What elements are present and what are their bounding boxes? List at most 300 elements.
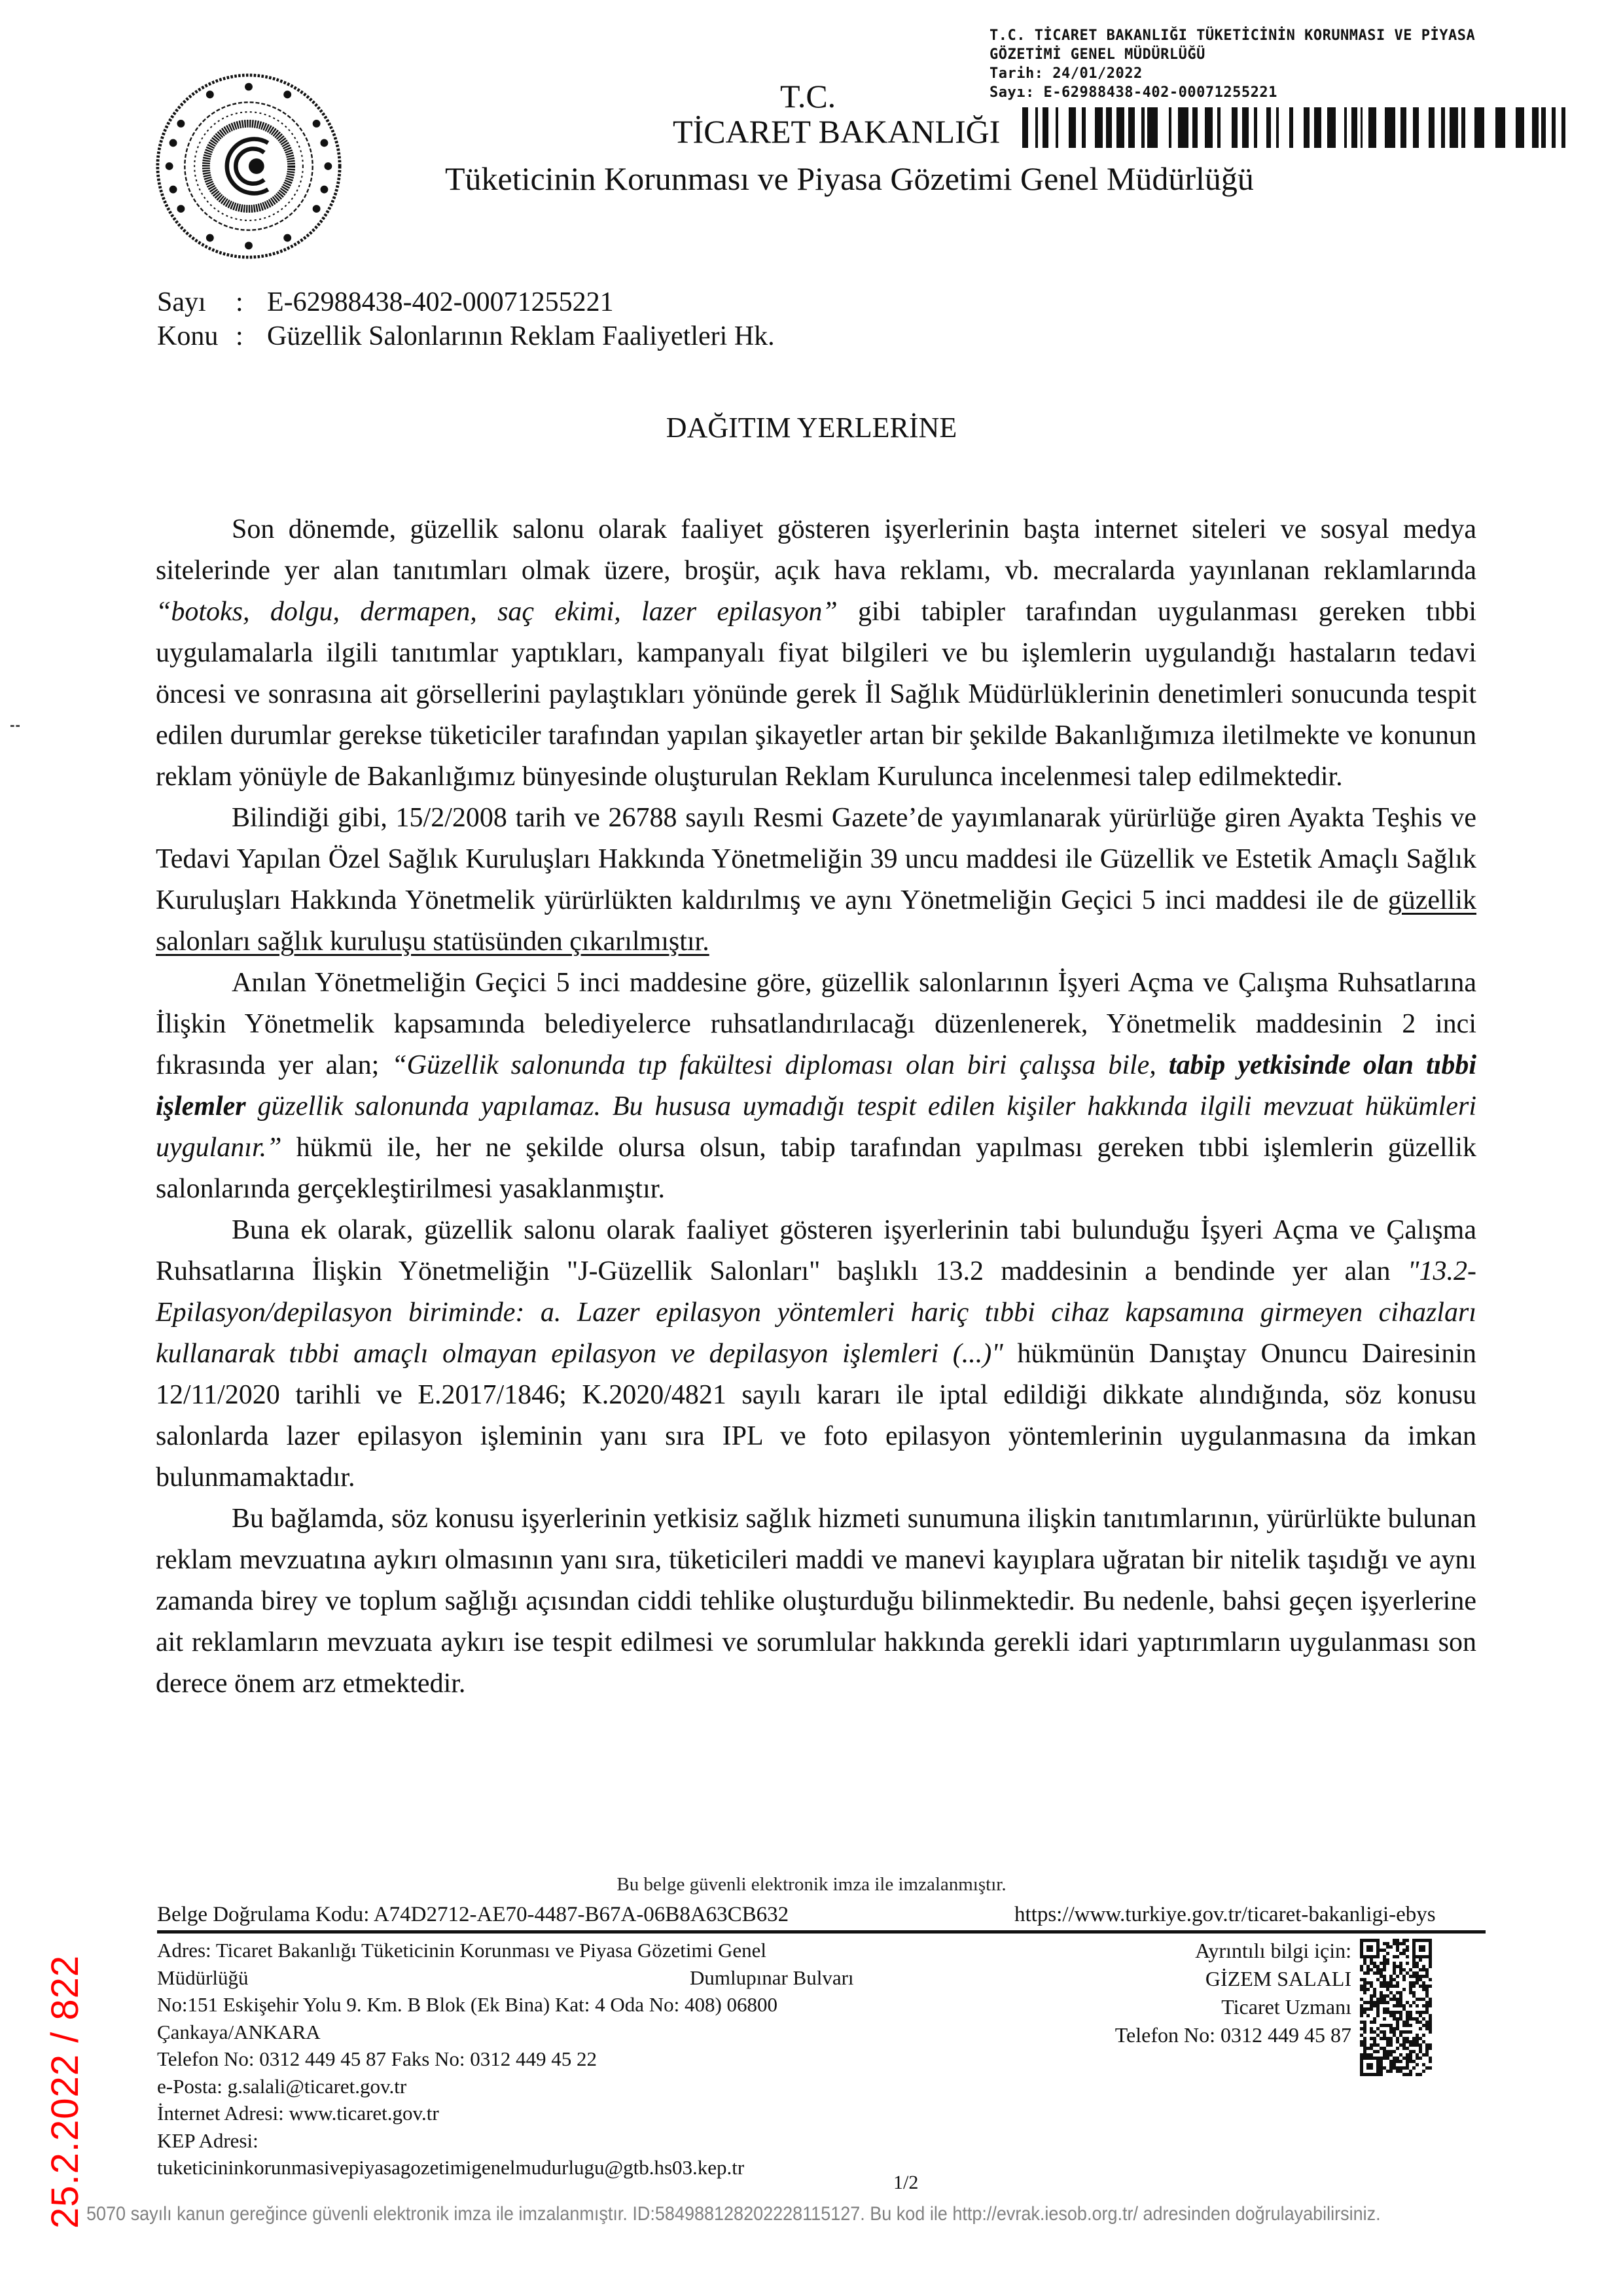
qr-module xyxy=(1383,1968,1386,1971)
qr-module xyxy=(1383,1978,1386,1981)
contact-block xyxy=(1021,1937,1351,2049)
qr-module xyxy=(1399,2060,1402,2063)
website-line[interactable]: İnternet Adresi: www.ticaret.gov.tr xyxy=(157,2102,439,2125)
qr-module xyxy=(1406,2021,1409,2024)
qr-module xyxy=(1383,2017,1386,2021)
qr-module xyxy=(1396,1949,1399,1952)
qr-module xyxy=(1363,1985,1366,1988)
qr-module xyxy=(1389,2066,1393,2070)
qr-module xyxy=(1429,1985,1432,1988)
qr-module xyxy=(1429,2057,1432,2060)
qr-module xyxy=(1425,2053,1429,2057)
qr-module xyxy=(1419,2037,1422,2040)
qr-module xyxy=(1396,1998,1399,2001)
qr-module xyxy=(1402,2073,1406,2076)
qr-module xyxy=(1389,1998,1393,2001)
qr-module xyxy=(1419,2073,1422,2076)
qr-module xyxy=(1393,1965,1396,1968)
qr-module xyxy=(1389,2053,1393,2057)
qr-module xyxy=(1370,1998,1373,2001)
qr-module xyxy=(1380,2024,1383,2027)
paragraph-1: Son dönemde, güzellik salonu olarak faaliyet gösteren işyerlerinin başta internet siteleri ve sosyal medya sitelerinde yer alan tanıtımları olmak üzere, broşür, açık hava reklamı, vb. mecralarda yayınlanan reklamlarında “botoks, dolgu, dermapen, saç ekimi, lazer epilasyon” gibi tabipler tarafından uygulanması gereken tıbbi uygulamalarla ilgili tanıtımlar yaptıkları, kampanyalı fiyat bilgileri ve bu işlemlerin uygulandığı hastaların tedavi öncesi ve sonrasına ait görsellerini paylaştıkları yönünde gerek İl Sağlık Müdürlüklerinin denetimleri sonucunda tespit edilen durumlar gerekse tüketiciler tarafından yapılan şikayetler artan bir şekilde Bakanlığımıza iletilmekte ve konunun reklam yönüyle de Bakanlığımız bünyesinde oluşturulan Reklam Kurulunca incelenmesi talep edilmektedir. xyxy=(156,514,1476,792)
qr-module xyxy=(1396,2021,1399,2024)
qr-module xyxy=(1409,1968,1412,1971)
qr-module xyxy=(1376,1998,1380,2001)
verification-code: Belge Doğrulama Kodu: A74D2712-AE70-4487-B67A-06B8A63CB632 xyxy=(157,1903,789,1926)
qr-module xyxy=(1422,1965,1425,1968)
barcode-bar xyxy=(1141,107,1145,148)
qr-module xyxy=(1396,1939,1399,1942)
qr-module xyxy=(1416,2073,1419,2076)
qr-module xyxy=(1380,1962,1383,1965)
qr-module xyxy=(1393,2027,1396,2030)
e-signature-note: Bu belge güvenli elektronik imza ile imzalanmıştır. xyxy=(616,1874,1007,1895)
qr-module xyxy=(1416,2053,1419,2057)
qr-module xyxy=(1386,1958,1389,1962)
qr-module xyxy=(1422,1981,1425,1985)
qr-module xyxy=(1370,1994,1373,1998)
qr-module xyxy=(1393,2057,1396,2060)
qr-module xyxy=(1363,2021,1366,2024)
qr-module xyxy=(1416,1965,1419,1968)
qr-module xyxy=(1406,1962,1409,1965)
qr-module xyxy=(1386,2011,1389,2014)
qr-module xyxy=(1419,1975,1422,1978)
qr-module xyxy=(1406,2017,1409,2021)
barcode-bar xyxy=(1035,107,1038,148)
paragraph-2: Bilindiği gibi, 15/2/2008 tarih ve 26788 sayılı Resmi Gazete’de yayımlanarak yürürlüğe giren Ayakta Teşhis ve Tedavi Yapılan Özel Sağlık Kuruluşları Hakkında Yönetmeliğin 39 uncu maddesi ile Güzellik ve Estetik Amaçlı Sağlık Kuruluşları Hakkında Yönetmelik yürürlükten kaldırılmış ve aynı Yönetmeliğin Geçici 5 inci maddesi ile de güzellik salonları sağlık kuruluşu statüsünden çıkarılmıştır. xyxy=(156,803,1476,957)
qr-module xyxy=(1383,2030,1386,2034)
qr-module xyxy=(1416,2011,1419,2014)
barcode-bar xyxy=(1289,107,1293,148)
qr-module xyxy=(1363,2040,1366,2043)
qr-module xyxy=(1425,2004,1429,2007)
qr-module xyxy=(1402,1949,1406,1952)
qr-module xyxy=(1412,2001,1416,2004)
qr-module xyxy=(1360,2004,1363,2007)
barcode-bar xyxy=(1116,107,1124,148)
qr-module xyxy=(1399,1971,1402,1975)
subject-label: Konu xyxy=(157,321,219,351)
quoted-procedures: “botoks, dolgu, dermapen, saç ekimi, lazer epilasyon” xyxy=(156,597,838,627)
footer-divider xyxy=(157,1930,1486,1934)
qr-module xyxy=(1429,1965,1432,1968)
qr-module xyxy=(1422,2070,1425,2073)
qr-module xyxy=(1409,2024,1412,2027)
qr-module xyxy=(1409,1981,1412,1985)
qr-module xyxy=(1366,1971,1370,1975)
contact-phone: Telefon No: 0312 449 45 87 xyxy=(1115,2023,1351,2047)
qr-module xyxy=(1396,2057,1399,2060)
qr-module xyxy=(1376,2007,1380,2011)
qr-module xyxy=(1376,2034,1380,2037)
address-line: Müdürlüğü Dumlupınar Bulvarı xyxy=(157,1964,916,1992)
qr-module xyxy=(1429,1962,1432,1965)
qr-module xyxy=(1429,1998,1432,2001)
qr-module xyxy=(1373,2050,1376,2053)
qr-module xyxy=(1383,1949,1386,1952)
qr-module xyxy=(1399,2034,1402,2037)
barcode-bar xyxy=(1361,107,1363,148)
qr-module xyxy=(1412,2017,1416,2021)
qr-module xyxy=(1373,2037,1376,2040)
qr-module xyxy=(1386,2007,1389,2011)
qr-module xyxy=(1399,2070,1402,2073)
qr-module xyxy=(1429,2004,1432,2007)
barcode-bar xyxy=(1217,107,1221,148)
qr-module xyxy=(1422,2017,1425,2021)
qr-module xyxy=(1402,2057,1406,2060)
qr-module xyxy=(1393,2060,1396,2063)
qr-module xyxy=(1360,2034,1363,2037)
address-line: No:151 Eskişehir Yolu 9. Km. B Blok (Ek Bina) Kat: 4 Oda No: 408) 06800 xyxy=(157,1993,778,2016)
barcode-bar xyxy=(1327,107,1336,148)
barcode-bar xyxy=(1178,107,1188,148)
qr-module xyxy=(1399,2053,1402,2057)
qr-module xyxy=(1380,2060,1383,2063)
paragraph-3: Anılan Yönetmeliğin Geçici 5 inci maddesine göre, güzellik salonlarının İşyeri Açma ve Çalışma Ruhsatlarına İlişkin Yönetmelik kapsamında belediyelerce ruhsatlandırılacağı düzenlenerek, Yönetmelik maddesinin 2 inci fıkrasında yer alan; “Güzellik salonunda tıp fakültesi diploması olan biri çalışsa bile, tabip yetkisinde olan tıbbi işlemler güzellik salonunda yapılamaz. Bu hususa uymadığı tespit edilen kişiler hakkında ilgili mevzuat hükümleri uygulanır.” hükmü ile, her ne şekilde olursa olsun, tabip tarafından yapılması gereken tıbbi işlemlerin güzellik salonlarında gerçekleştirilmesi yasaklanmıştır. xyxy=(156,968,1476,1204)
qr-module xyxy=(1406,2057,1409,2060)
qr-module xyxy=(1376,2014,1380,2017)
qr-module xyxy=(1389,2070,1393,2073)
qr-module xyxy=(1412,2037,1416,2040)
stamp-date xyxy=(990,64,1475,83)
qr-module xyxy=(1402,2030,1406,2034)
qr-module xyxy=(1383,1975,1386,1978)
qr-module xyxy=(1360,1968,1363,1971)
qr-module xyxy=(1373,2001,1376,2004)
qr-module xyxy=(1393,1968,1396,1971)
subject-value: Güzellik Salonlarının Reklam Faaliyetleri Hk. xyxy=(267,321,775,351)
barcode-bar xyxy=(1532,107,1539,148)
qr-module xyxy=(1396,1991,1399,1994)
qr-module xyxy=(1416,1978,1419,1981)
qr-module xyxy=(1409,2053,1412,2057)
qr-module xyxy=(1409,2073,1412,2076)
qr-module xyxy=(1396,2070,1399,2073)
barcode-bar xyxy=(1450,107,1458,148)
barcode-bar xyxy=(1541,107,1546,148)
barcode-bar xyxy=(1474,107,1484,148)
qr-module xyxy=(1399,2001,1402,2004)
address-line: Adres: Ticaret Bakanlığı Tüketicinin Korunması ve Piyasa Gözetimi Genel xyxy=(157,1939,766,1962)
barcode-bar xyxy=(1441,107,1445,148)
qr-module xyxy=(1360,2011,1363,2014)
qr-module xyxy=(1419,2057,1422,2060)
qr-module xyxy=(1399,1968,1402,1971)
qr-module xyxy=(1406,1949,1409,1952)
qr-module xyxy=(1389,1945,1393,1949)
contact-title: Ticaret Uzmanı xyxy=(1221,1995,1351,2019)
qr-module xyxy=(1399,1965,1402,1968)
qr-module xyxy=(1380,1968,1383,1971)
qr-module xyxy=(1383,1958,1386,1962)
qr-module xyxy=(1409,2014,1412,2017)
qr-module xyxy=(1373,1991,1376,1994)
qr-module xyxy=(1399,2030,1402,2034)
qr-module xyxy=(1393,1994,1396,1998)
qr-module xyxy=(1399,1998,1402,2001)
qr-module xyxy=(1425,1971,1429,1975)
qr-module xyxy=(1393,2017,1396,2021)
qr-module xyxy=(1402,2004,1406,2007)
qr-module xyxy=(1370,2043,1373,2047)
qr-module xyxy=(1376,2001,1380,2004)
qr-module xyxy=(1386,2053,1389,2057)
qr-module xyxy=(1396,2017,1399,2021)
qr-module xyxy=(1399,2011,1402,2014)
qr-module xyxy=(1416,2040,1419,2043)
qr-module xyxy=(1419,2043,1422,2047)
barcode-bar xyxy=(1495,107,1505,148)
qr-module xyxy=(1419,1968,1422,1971)
qr-module xyxy=(1399,2043,1402,2047)
qr-module xyxy=(1370,1968,1373,1971)
qr-module xyxy=(1412,2043,1416,2047)
qr-module xyxy=(1370,1958,1373,1962)
separator: : xyxy=(236,287,243,317)
qr-module xyxy=(1409,2017,1412,2021)
qr-module xyxy=(1370,2004,1373,2007)
qr-module xyxy=(1373,2021,1376,2024)
header-department: Tüketicinin Korunması ve Piyasa Gözetimi Genel Müdürlüğü xyxy=(445,160,1254,197)
qr-module xyxy=(1412,1991,1416,1994)
qr-module xyxy=(1419,2047,1422,2050)
qr-module xyxy=(1383,1985,1386,1988)
qr-module xyxy=(1380,1985,1383,1988)
qr-module xyxy=(1429,2024,1432,2027)
qr-module xyxy=(1425,1988,1429,1991)
stamp-number-label: Sayı: xyxy=(990,84,1035,101)
qr-module xyxy=(1380,2030,1383,2034)
qr-module xyxy=(1396,1955,1399,1958)
qr-module xyxy=(1383,1942,1386,1945)
barcode-bar xyxy=(1266,107,1271,148)
barcode-bar xyxy=(1344,107,1347,148)
qr-module xyxy=(1393,1985,1396,1988)
qr-module xyxy=(1363,1981,1366,1985)
qr-module xyxy=(1422,2034,1425,2037)
qr-module xyxy=(1376,1971,1380,1975)
qr-module xyxy=(1396,1945,1399,1949)
qr-module xyxy=(1386,2040,1389,2043)
qr-module xyxy=(1393,2066,1396,2070)
qr-module xyxy=(1422,1975,1425,1978)
qr-module xyxy=(1399,2014,1402,2017)
qr-module xyxy=(1425,2047,1429,2050)
qr-module xyxy=(1396,2027,1399,2030)
barcode-bar xyxy=(1069,107,1076,148)
qr-code-icon[interactable] xyxy=(1360,1939,1432,2076)
qr-module xyxy=(1409,2060,1412,2063)
qr-module xyxy=(1393,2034,1396,2037)
qr-module xyxy=(1389,2014,1393,2017)
qr-module xyxy=(1393,1998,1396,2001)
qr-module xyxy=(1425,2007,1429,2011)
qr-module xyxy=(1393,1962,1396,1965)
qr-module xyxy=(1399,1942,1402,1945)
qr-module xyxy=(1429,2047,1432,2050)
qr-module xyxy=(1393,2004,1396,2007)
qr-module xyxy=(1376,2011,1380,2014)
qr-module xyxy=(1386,2050,1389,2053)
qr-module xyxy=(1416,1962,1419,1965)
qr-module xyxy=(1402,2007,1406,2011)
qr-module xyxy=(1393,2050,1396,2053)
qr-module xyxy=(1393,1939,1396,1942)
qr-module xyxy=(1360,2021,1363,2024)
qr-module xyxy=(1373,1965,1376,1968)
qr-module xyxy=(1389,2043,1393,2047)
qr-module xyxy=(1376,2027,1380,2030)
email-line[interactable]: e-Posta: g.salali@ticaret.gov.tr xyxy=(157,2074,407,2098)
qr-module xyxy=(1399,2004,1402,2007)
barcode-bar xyxy=(1516,107,1524,148)
qr-module xyxy=(1402,1988,1406,1991)
qr-module xyxy=(1370,1962,1373,1965)
qr-module xyxy=(1380,1949,1383,1952)
qr-module xyxy=(1386,1985,1389,1988)
qr-module xyxy=(1376,1968,1380,1971)
header-ministry: TİCARET BAKANLIĞI xyxy=(673,113,1001,150)
qr-module xyxy=(1370,1985,1373,1988)
qr-module xyxy=(1363,1991,1366,1994)
qr-module xyxy=(1389,2050,1393,2053)
qr-module xyxy=(1416,2057,1419,2060)
qr-module xyxy=(1402,1968,1406,1971)
qr-module xyxy=(1412,2060,1416,2063)
barcode-bar xyxy=(1043,107,1048,148)
qr-module xyxy=(1370,2030,1373,2034)
qr-module xyxy=(1412,2040,1416,2043)
qr-module xyxy=(1373,2017,1376,2021)
stamp-number-value: E-62988438-402-00071255221 xyxy=(1043,84,1277,101)
qr-module xyxy=(1409,1975,1412,1978)
barcode-bar xyxy=(1169,107,1171,148)
page-number: 1/2 xyxy=(893,2172,919,2193)
qr-module xyxy=(1373,1994,1376,1998)
qr-module xyxy=(1409,1988,1412,1991)
barcode-bar xyxy=(1368,107,1376,148)
qr-module xyxy=(1422,2063,1425,2066)
qr-module xyxy=(1383,1962,1386,1965)
qr-module xyxy=(1396,1975,1399,1978)
barcode-bar xyxy=(1128,107,1135,148)
qr-module xyxy=(1373,1962,1376,1965)
qr-module xyxy=(1383,2001,1386,2004)
letter-body xyxy=(156,509,1476,1704)
qr-module xyxy=(1425,2011,1429,2014)
qr-module xyxy=(1363,2001,1366,2004)
qr-module xyxy=(1370,1981,1373,1985)
qr-module xyxy=(1389,2030,1393,2034)
qr-module xyxy=(1380,1971,1383,1975)
qr-module xyxy=(1360,2053,1363,2057)
qr-module xyxy=(1383,2066,1386,2070)
qr-module xyxy=(1376,2043,1380,2047)
qr-module xyxy=(1429,1958,1432,1962)
qr-module xyxy=(1396,1985,1399,1988)
qr-module xyxy=(1383,1981,1386,1985)
qr-module xyxy=(1409,1991,1412,1994)
address-street: Dumlupınar Bulvarı xyxy=(690,1966,854,1989)
qr-module xyxy=(1389,2027,1393,2030)
qr-module xyxy=(1396,2024,1399,2027)
qr-module xyxy=(1386,2037,1389,2040)
qr-module xyxy=(1396,2066,1399,2070)
document-number-row xyxy=(157,287,614,318)
qr-module xyxy=(1389,1985,1393,1988)
kep-address[interactable]: tuketicininkorunmasivepiyasagozetimigenelmudurlugu@gtb.hs03.kep.tr xyxy=(157,2156,745,2179)
qr-module xyxy=(1386,1981,1389,1985)
barcode-bar xyxy=(1304,107,1310,148)
document-number-label: Sayı xyxy=(157,287,206,317)
qr-module xyxy=(1366,2047,1370,2050)
qr-module xyxy=(1383,2047,1386,2050)
qr-module xyxy=(1422,2004,1425,2007)
qr-module xyxy=(1416,2063,1419,2066)
stamp-line-2: GÖZETİMİ GENEL MÜDÜRLÜĞÜ xyxy=(990,46,1205,63)
qr-module xyxy=(1360,1988,1363,1991)
barcode-bar xyxy=(1351,107,1357,148)
qr-module xyxy=(1402,1939,1406,1942)
qr-module xyxy=(1429,2030,1432,2034)
qr-module xyxy=(1409,2040,1412,2043)
qr-module xyxy=(1412,2066,1416,2070)
verification-link[interactable]: https://www.turkiye.gov.tr/ticaret-bakanligi-ebys xyxy=(1014,1903,1436,1926)
qr-module xyxy=(1393,1942,1396,1945)
qr-module xyxy=(1360,2027,1363,2030)
qr-module xyxy=(1360,1965,1363,1968)
qr-module xyxy=(1360,1978,1363,1981)
qr-module xyxy=(1386,1952,1389,1955)
qr-module xyxy=(1416,2043,1419,2047)
qr-module xyxy=(1429,1978,1432,1981)
qr-module xyxy=(1380,2047,1383,2050)
qr-module xyxy=(1406,2030,1409,2034)
qr-module xyxy=(1409,2011,1412,2014)
qr-module xyxy=(1399,2017,1402,2021)
barcode-bar xyxy=(1254,107,1257,148)
qr-module xyxy=(1380,1998,1383,2001)
qr-module xyxy=(1386,2024,1389,2027)
qr-module xyxy=(1419,2014,1422,2017)
qr-module xyxy=(1419,1985,1422,1988)
qr-module xyxy=(1386,2057,1389,2060)
qr-module xyxy=(1389,2011,1393,2014)
qr-module xyxy=(1363,2027,1366,2030)
qr-module xyxy=(1389,1981,1393,1985)
qr-module xyxy=(1363,2053,1366,2057)
qr-module xyxy=(1393,2014,1396,2017)
qr-module xyxy=(1363,2007,1366,2011)
qr-module xyxy=(1412,1994,1416,1998)
quoted-regulation: "13.2-Epilasyon/depilasyon biriminde: a. Lazer epilasyon yöntemleri hariç tıbbi cihaz kapsamına girmeyen cihazları kullanarak tıbbi amaçlı olmayan epilasyon ve depilasyon işlemleri (...)" xyxy=(156,1256,1476,1369)
registration-stamp xyxy=(990,26,1475,102)
qr-module xyxy=(1393,2063,1396,2066)
qr-module xyxy=(1402,2043,1406,2047)
qr-module xyxy=(1412,1962,1416,1965)
qr-module xyxy=(1422,2053,1425,2057)
qr-module xyxy=(1363,2011,1366,2014)
qr-module xyxy=(1360,1998,1363,2001)
qr-module xyxy=(1366,1965,1370,1968)
qr-module xyxy=(1402,2066,1406,2070)
qr-module xyxy=(1419,1998,1422,2001)
qr-module xyxy=(1363,1971,1366,1975)
qr-module xyxy=(1406,2063,1409,2066)
barcode-bar xyxy=(1082,107,1086,148)
